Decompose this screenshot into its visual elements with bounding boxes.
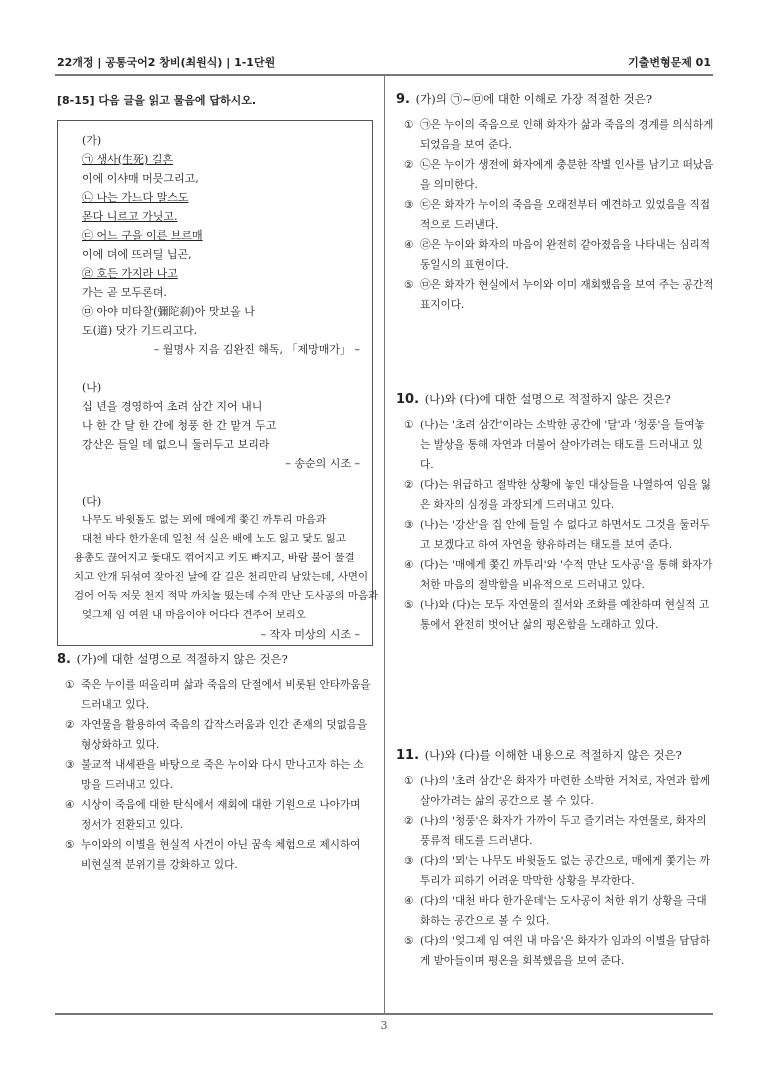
answer-choice[interactable] xyxy=(404,771,714,811)
choice-number: ③ xyxy=(404,855,414,867)
passage-box xyxy=(57,120,379,646)
poem-line xyxy=(82,188,360,207)
poem-line xyxy=(82,226,360,245)
choice-text: (다)는 위급하고 절박한 상황에 놓인 대상들을 나열하여 임을 잃은 화자의 심정을 과장되게 드러내고 있다. xyxy=(420,479,712,511)
answer-choice[interactable] xyxy=(404,235,714,275)
poem-line: 강산은 들일 데 없으니 둘러두고 보리라 xyxy=(82,438,270,451)
question-number: 8. xyxy=(57,652,71,667)
choice-number: ① xyxy=(404,419,414,431)
choice-text: ㉡은 누이가 생전에 화자에게 충분한 작별 인사를 남기고 떠났음을 의미한다. xyxy=(420,159,714,191)
answer-choice[interactable] xyxy=(404,595,714,635)
choice-number: ⑤ xyxy=(404,279,414,291)
passage-na-source: – 송순의 시조 – xyxy=(285,457,360,470)
answer-choice[interactable] xyxy=(404,155,714,195)
choice-number: ① xyxy=(404,775,414,787)
choice-number: ③ xyxy=(404,519,414,531)
choice-text: 자연물을 활용하여 죽음의 갑작스러움과 인간 존재의 덧없음을 형상화하고 있다. xyxy=(81,719,368,751)
choice-text: (나)의 '초려 삼간'은 화자가 마련한 소박한 거처로, 자연과 함께 살아가려는 삶의 공간으로 볼 수 있다. xyxy=(420,775,711,807)
question-number: 9. xyxy=(396,92,410,107)
choice-number: ② xyxy=(404,815,414,827)
passage-da-marker: (다) xyxy=(82,495,102,508)
choice-text: ㉣은 누이와 화자의 마음이 완전히 같아졌음을 나타내는 심리적 동일시의 표현이다. xyxy=(420,239,711,271)
question-9 xyxy=(396,90,714,315)
choice-text: (다)는 '매에게 쫓긴 까투리'와 '수적 만난 도사공'을 통해 화자가 처한 마음의 절박함을 비유적으로 드러내고 있다. xyxy=(420,559,713,591)
column-divider xyxy=(384,76,385,1013)
question-11 xyxy=(396,746,714,971)
poem-line xyxy=(82,264,360,283)
choice-text: ㉢은 화자가 누이의 죽음을 오래전부터 예견하고 있었음을 직접적으로 드러낸다. xyxy=(420,199,711,231)
answer-choice[interactable] xyxy=(404,415,714,475)
choice-text: 불교적 내세관을 바탕으로 죽은 누이와 다시 만나고자 하는 소망을 드러내고 있다. xyxy=(81,759,364,791)
choice-text: (다)의 '대천 바다 한가운데'는 도사공이 처한 위기 상황을 극대화하는 공간으로 볼 수 있다. xyxy=(420,895,707,927)
passage-da-source: – 작자 미상의 시조 – xyxy=(260,628,360,641)
question-number: 10. xyxy=(396,392,420,407)
question-stem: 11. (나)와 (다)를 이해한 내용으로 적절하지 않은 것은? xyxy=(396,748,682,763)
choice-number: ② xyxy=(65,719,75,731)
instruction: [8-15] 다음 글을 읽고 물음에 답하시오. xyxy=(57,94,257,107)
choice-text: (나)는 '초려 삼간'이라는 소박한 공간에 '달'과 '청풍'을 들여놓는 발상을 통해 자연과 더불어 살아가려는 태도를 드러내고 있다. xyxy=(420,419,705,471)
answer-choice[interactable] xyxy=(404,275,714,315)
choice-number: ① xyxy=(65,679,75,691)
choice-text: ㉤은 화자가 현실에서 누이와 이미 재회했음을 보여 주는 공간적 표지이다. xyxy=(420,279,714,311)
poem-line xyxy=(82,150,360,169)
choice-number: ④ xyxy=(65,799,75,811)
underlined-phrase: ㉡ 나는 가느다 말스도 xyxy=(82,191,189,204)
prose-line: 엊그제 임 여읜 내 마음이야 어다다 견주어 보리오 xyxy=(82,609,306,621)
poem-line: 이에 뎌에 뜨러딜 닙곤, xyxy=(82,248,192,261)
passage-na-marker: (나) xyxy=(82,381,102,394)
choice-number: ② xyxy=(404,479,414,491)
underlined-phrase: ㉢ 어느 구을 이른 브르매 xyxy=(82,229,203,242)
poem-line xyxy=(82,207,360,226)
poem-line: 나 한 간 달 한 간에 청풍 한 간 맡겨 두고 xyxy=(82,419,277,432)
poem-line: 가는 곧 모두론뎌. xyxy=(82,286,167,299)
underlined-phrase: ㉣ 호든 가지라 나고 xyxy=(82,267,178,280)
answer-choice[interactable] xyxy=(65,715,373,755)
question-stem: 8. (가)에 대한 설명으로 적절하지 않은 것은? xyxy=(57,652,288,667)
choice-number: ③ xyxy=(65,759,75,771)
answer-choice[interactable] xyxy=(404,195,714,235)
answer-choice[interactable] xyxy=(65,675,373,715)
answer-choice[interactable] xyxy=(65,755,373,795)
passage-ga-marker: (가) xyxy=(82,134,102,147)
answer-choice[interactable] xyxy=(65,795,373,835)
poem-line: ㉤ 아야 미타찰(彌陀刹)아 맛보올 나 xyxy=(82,305,255,318)
answer-choice[interactable] xyxy=(65,835,373,875)
question-10 xyxy=(396,390,714,635)
underlined-phrase: ㉠ 생사(生死) 길흔 xyxy=(82,153,174,166)
choice-text: 시상이 죽음에 대한 탄식에서 재회에 대한 기원으로 나아가며 정서가 전환되고 있다. xyxy=(81,799,361,831)
choice-text: (다)의 '엊그제 임 여읜 내 마음'은 화자가 임과의 이별을 담담하게 받아들이며 평온을 회복했음을 보여 준다. xyxy=(420,935,711,967)
question-8 xyxy=(57,650,373,875)
prose-line: 검어 어둑 저뭇 천지 적막 까치놀 떴는데 수적 만난 도사공의 마음과 xyxy=(74,590,379,602)
choice-text: (나)의 '청풍'은 화자가 가까이 두고 즐기려는 자연물로, 화자의 풍류적 태도를 드러낸다. xyxy=(420,815,707,847)
prose-line: 대천 바다 한가운데 일천 석 실은 배에 노도 잃고 닻도 잃고 xyxy=(82,533,346,545)
choice-number: ④ xyxy=(404,895,414,907)
choice-text: (나)는 '강산'을 집 안에 들일 수 없다고 하면서도 그것을 둘러두고 보겠다고 하여 자연을 향유하려는 태도를 보여 준다. xyxy=(420,519,711,551)
answer-choice[interactable] xyxy=(404,811,714,851)
choice-number: ① xyxy=(404,119,414,131)
header-course-info: 22개정 | 공통국어2 창비(최원식) | 1-1단원 xyxy=(57,56,276,69)
prose-line: 나무도 바윗돌도 없는 뫼에 매에게 쫓긴 까투리 마음과 xyxy=(82,514,326,526)
choice-number: ③ xyxy=(404,199,414,211)
answer-choice[interactable] xyxy=(404,555,714,595)
left-column xyxy=(57,92,379,646)
choice-text: ㉠은 누이의 죽음으로 인해 화자가 삶과 죽음의 경계를 의식하게 되었음을 보여 준다. xyxy=(420,119,714,151)
question-stem: 9. (가)의 ㉠~㉤에 대한 이해로 가장 적절한 것은? xyxy=(396,92,652,107)
choice-text: (다)의 '뫼'는 나무도 바윗돌도 없는 공간으로, 매에게 쫓기는 까투리가 피하기 어려운 막막한 상황을 부각한다. xyxy=(420,855,711,887)
question-stem: 10. (나)와 (다)에 대한 설명으로 적절하지 않은 것은? xyxy=(396,392,671,407)
poem-line: 십 년을 경영하여 초려 삼간 지어 내니 xyxy=(82,400,263,413)
answer-choice[interactable] xyxy=(404,851,714,891)
choice-number: ④ xyxy=(404,559,414,571)
choice-number: ⑤ xyxy=(404,935,414,947)
passage-ga-source: – 월명사 지음 김완진 해독, 「제망매가」 – xyxy=(153,343,360,356)
bottom-rule xyxy=(55,1013,713,1015)
poem-line: 이에 이샤매 머믓그리고, xyxy=(82,172,199,185)
prose-line: 용총도 끊어지고 돛대도 꺾어지고 키도 빠지고, 바람 불어 물결 xyxy=(74,552,355,564)
answer-choice[interactable] xyxy=(404,515,714,555)
answer-choice[interactable] xyxy=(404,475,714,515)
header-exam-title: 기출변형문제 01 xyxy=(628,56,711,69)
prose-line: 치고 안개 뒤섞여 잦아진 날에 갈 길은 천리만리 남았는데, 사면이 xyxy=(74,571,368,583)
question-number: 11. xyxy=(396,748,420,763)
choice-number: ⑤ xyxy=(404,599,414,611)
choice-number: ② xyxy=(404,159,414,171)
choice-text: (나)와 (다)는 모두 자연물의 질서와 조화를 예찬하며 현실적 고통에서 완전히 벗어난 삶의 평온함을 노래하고 있다. xyxy=(420,599,710,631)
choice-text: 누이와의 이별을 현실적 사건이 아닌 꿈속 체험으로 제시하여 비현실적 분위기를 강화하고 있다. xyxy=(81,839,361,871)
poem-line: 도(道) 닷가 기드리고다. xyxy=(82,324,198,337)
answer-choice[interactable] xyxy=(404,115,714,155)
choice-number: ④ xyxy=(404,239,414,251)
choice-text: 죽은 누이를 떠올리며 삶과 죽음의 단절에서 비롯된 안타까움을 드러내고 있다. xyxy=(81,679,371,711)
answer-choice[interactable] xyxy=(404,891,714,931)
underlined-phrase: 몯다 니르고 가닛고. xyxy=(82,210,178,223)
choice-number: ⑤ xyxy=(65,839,75,851)
answer-choice[interactable] xyxy=(404,931,714,971)
page-number: 3 xyxy=(380,1019,388,1032)
